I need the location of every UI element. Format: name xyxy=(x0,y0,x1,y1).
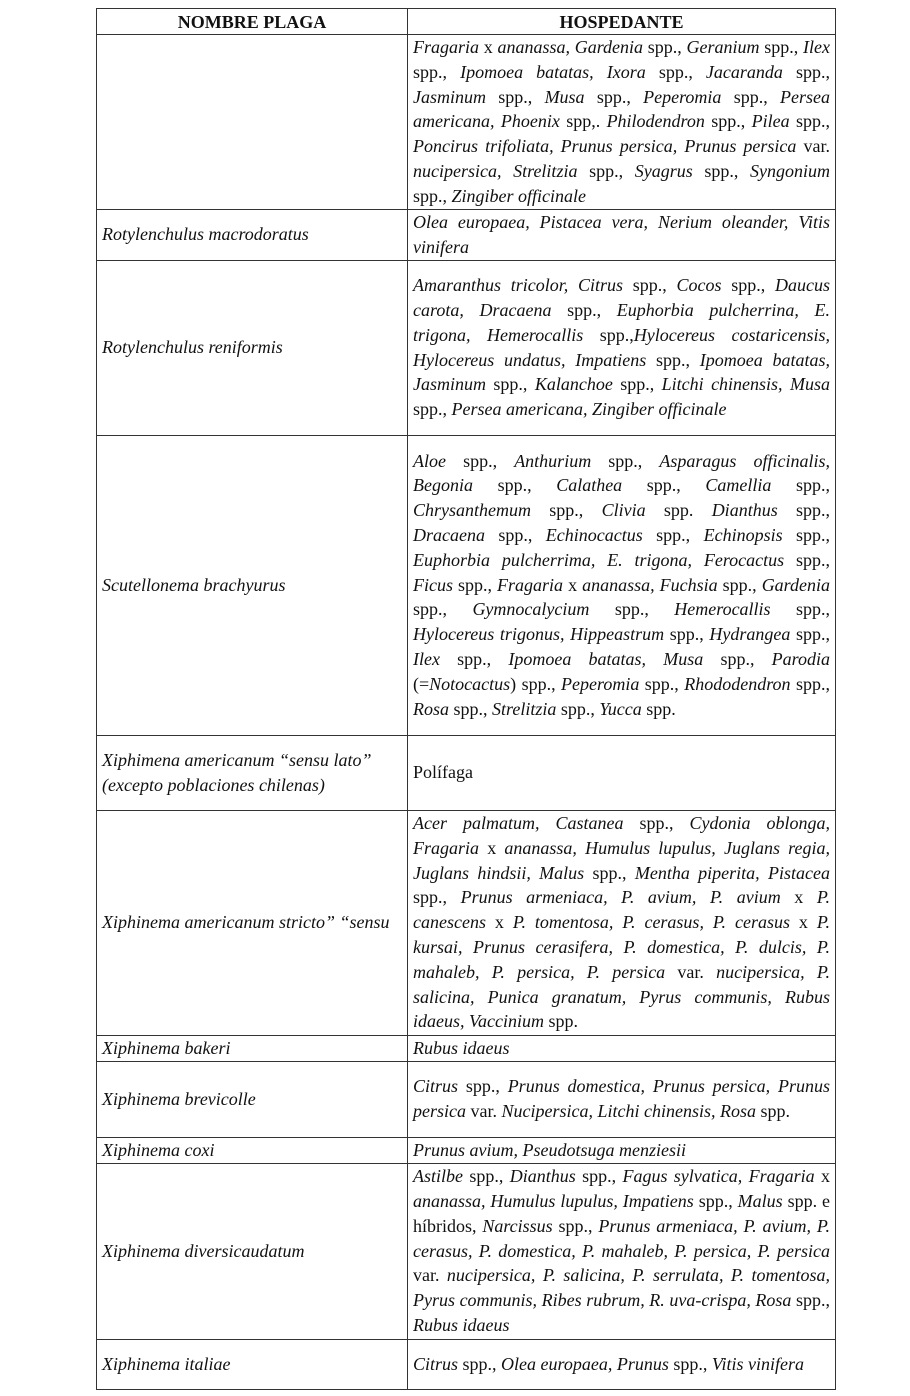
host-text: spp., xyxy=(693,1191,738,1212)
host-text: spp., xyxy=(692,160,750,181)
species-name: Prunus avium, Pseudotsuga menziesii xyxy=(413,1139,686,1160)
host-text: spp., xyxy=(789,111,830,132)
host-list-cell xyxy=(408,1339,836,1389)
species-name: ananassa, Humulus lupulus, Impatiens xyxy=(413,1191,694,1212)
species-name: Vitis vinifera xyxy=(711,1353,805,1374)
host-list-cell xyxy=(408,209,836,260)
host-text: spp. xyxy=(755,1101,790,1122)
host-list-cell xyxy=(408,810,836,1035)
document-page xyxy=(96,8,835,1390)
species-name: Olea europaea, Prunus xyxy=(501,1353,669,1374)
species-name: nucipersica, P. salicina, P. serrulata, P. tomentosa, Pyrus communis, Ribes rubrum, R. uva-crispa, Rosa xyxy=(413,1265,830,1311)
host-text: spp., xyxy=(486,374,535,395)
host-text: spp., xyxy=(759,37,804,57)
host-list-cell xyxy=(408,1137,836,1163)
host-text: x xyxy=(485,912,513,933)
host-text: spp., xyxy=(623,812,690,833)
species-name: Rubus idaeus xyxy=(413,1037,510,1058)
species-name: Prunus persica xyxy=(684,136,797,157)
host-text: (= xyxy=(413,673,430,694)
host-text: x xyxy=(479,837,505,858)
host-text: spp., xyxy=(704,111,752,132)
species-name: Calathea xyxy=(556,475,623,496)
host-text: x xyxy=(780,887,817,908)
pest-name-cell: Xiphinema americanum stricto” “sensu xyxy=(97,810,408,1035)
species-name: Chrysanthemum xyxy=(413,500,531,521)
host-text: spp., xyxy=(556,698,600,719)
host-text: spp., xyxy=(646,349,700,370)
column-header-pest-name: NOMBRE PLAGA xyxy=(97,9,408,35)
pest-name-cell: Xiphimena americanum “sensu lato” (excepto poblaciones chilenas) xyxy=(97,735,408,810)
species-name: Anthurium xyxy=(514,450,592,471)
species-name: Hydrangea xyxy=(709,624,791,645)
host-text: spp., xyxy=(612,374,662,395)
host-text: spp., xyxy=(453,574,498,595)
header-row xyxy=(97,9,836,35)
species-name: Zingiber officinale xyxy=(451,185,587,206)
host-text: spp., xyxy=(577,160,635,181)
species-name: Kalanchoe xyxy=(534,374,613,395)
species-name: Echinopsis xyxy=(703,525,783,546)
host-table xyxy=(96,8,836,1390)
host-text: spp., xyxy=(446,450,515,471)
species-name: Litchi chinensis, Musa xyxy=(661,374,830,395)
host-text: spp., xyxy=(771,475,830,496)
species-name: Ipomoea batatas, Musa xyxy=(508,649,704,670)
host-text: spp., xyxy=(784,549,830,570)
species-name: Peperomia xyxy=(643,86,722,107)
species-name: Echinocactus xyxy=(545,525,643,546)
species-name: ananassa, Fuchsia xyxy=(582,574,718,595)
table-row xyxy=(97,735,836,810)
host-text: x xyxy=(563,574,583,595)
host-text: spp., xyxy=(531,500,602,521)
species-name: Astilbe xyxy=(413,1166,463,1187)
species-name: Acer palmatum, Castanea xyxy=(413,812,624,833)
host-text: spp., xyxy=(790,673,830,694)
host-text: spp., xyxy=(413,185,452,206)
host-text: spp., xyxy=(770,599,830,620)
table-row xyxy=(97,810,836,1035)
species-name: Dianthus xyxy=(509,1166,576,1187)
host-text: spp., xyxy=(777,500,830,521)
host-text: spp., xyxy=(782,61,830,82)
host-text: var. xyxy=(796,136,830,157)
species-name: Geranium xyxy=(686,37,760,57)
species-name: P. canescens xyxy=(413,887,830,933)
species-name: Syngonium xyxy=(749,160,830,181)
species-name: nucipersica, P. salicina, Punica granatum, Pyrus communis, Rubus idaeus, Vaccinium xyxy=(413,961,830,1032)
species-name: Nucipersica, Litchi chinensis, Rosa xyxy=(501,1101,756,1122)
host-text: var. xyxy=(413,1265,447,1286)
species-name: Aloe xyxy=(413,450,446,471)
species-name: Citrus xyxy=(413,1353,459,1374)
species-name: Asparagus officinalis, Begonia xyxy=(413,450,830,496)
species-name: Malus xyxy=(737,1191,783,1212)
species-name: Syagrus xyxy=(634,160,693,181)
column-header-host: HOSPEDANTE xyxy=(408,9,836,35)
species-name: Mentha piperita, Pistacea xyxy=(634,862,830,883)
host-text: x xyxy=(789,912,817,933)
species-name: Camellia xyxy=(705,475,772,496)
species-name: Fragaria xyxy=(497,574,564,595)
host-text: ) spp., xyxy=(510,673,562,694)
host-text: spp., xyxy=(449,698,493,719)
host-text: spp., xyxy=(486,86,545,107)
host-list-cell xyxy=(408,1163,836,1339)
host-list-cell xyxy=(408,1035,836,1061)
species-name: Hemerocallis xyxy=(674,599,771,620)
species-name: Musa xyxy=(544,86,585,107)
pest-name-cell: Rotylenchulus reniformis xyxy=(97,260,408,435)
host-text: spp., xyxy=(717,574,762,595)
species-name: Olea europaea, Pistacea vera, Nerium oleander, Vitis vinifera xyxy=(413,211,830,257)
host-list-cell xyxy=(408,735,836,810)
host-text: spp., xyxy=(413,61,461,82)
host-text: spp. xyxy=(645,500,712,521)
host-list-cell xyxy=(408,435,836,735)
species-name: P. tomentosa, P. cerasus, P. cerasus xyxy=(512,912,790,933)
host-text: spp., xyxy=(584,862,635,883)
host-text: spp. xyxy=(641,698,676,719)
host-text: spp., xyxy=(721,86,780,107)
host-text: spp., xyxy=(439,649,509,670)
host-text: spp., xyxy=(623,275,677,296)
species-name: Pilea xyxy=(751,111,790,132)
species-name: Citrus xyxy=(413,1076,459,1097)
species-name: Euphorbia pulcherrima, E. trigona, Ferocactus xyxy=(413,549,785,570)
table-row xyxy=(97,35,836,210)
host-text: var. xyxy=(466,1101,502,1122)
species-name: Hylocereus trigonus, Hippeastrum xyxy=(413,624,665,645)
species-name: Fragaria xyxy=(413,37,480,57)
pest-name-cell: Xiphinema brevicolle xyxy=(97,1061,408,1137)
host-text: spp., xyxy=(413,599,473,620)
species-name: Ficus xyxy=(413,574,453,595)
table-row xyxy=(97,1137,836,1163)
pest-name-cell: Xiphinema bakeri xyxy=(97,1035,408,1061)
species-name: Dianthus xyxy=(711,500,778,521)
pest-name-cell: Xiphinema coxi xyxy=(97,1137,408,1163)
host-text: spp., xyxy=(668,1353,712,1374)
host-text: spp., xyxy=(458,1353,502,1374)
species-name: Gymnocalycium xyxy=(472,599,590,620)
species-name: Jacaranda xyxy=(705,61,783,82)
species-name: ananassa, Gardenia xyxy=(497,37,644,57)
species-name: Ilex xyxy=(413,649,440,670)
host-text: spp., xyxy=(413,399,452,420)
host-text: var. xyxy=(665,961,717,982)
species-name: Prunus domestica, Prunus persica, Prunus persica xyxy=(413,1076,830,1122)
host-text: spp., xyxy=(458,1076,508,1097)
host-text: spp., xyxy=(721,275,775,296)
host-text: spp., xyxy=(583,324,634,345)
species-name: Rubus idaeus xyxy=(413,1315,510,1336)
host-text: spp., xyxy=(622,475,706,496)
species-name: ananassa, Humulus lupulus, Juglans regia, Juglans hindsii, Malus xyxy=(413,837,831,883)
table-row xyxy=(97,209,836,260)
species-name: Jasminum xyxy=(413,86,486,107)
species-name: Strelitzia xyxy=(492,698,557,719)
pest-name-cell: Rotylenchulus macrodoratus xyxy=(97,209,408,260)
host-text: spp. e híbridos, xyxy=(413,1191,830,1236)
host-text: spp., xyxy=(645,61,706,82)
table-row xyxy=(97,1163,836,1339)
species-name: Notocactus xyxy=(429,673,511,694)
host-text: spp., xyxy=(551,299,617,320)
host-text: spp,. xyxy=(559,111,607,132)
species-name: Ipomoea batatas, Jasminum xyxy=(413,349,830,395)
species-name: Fagus sylvatica, Fragaria xyxy=(622,1166,815,1187)
species-name: Prunus armeniaca, P. avium, P. cerasus, P. domestica, P. mahaleb, P. persica, P. persica xyxy=(413,1215,830,1261)
host-text: spp., xyxy=(664,624,710,645)
species-name: Gardenia xyxy=(761,574,831,595)
host-text: spp., xyxy=(463,1166,510,1187)
species-name: Persea americana, Zingiber officinale xyxy=(451,399,727,420)
species-name: Philodendron xyxy=(606,111,705,132)
table-row xyxy=(97,260,836,435)
species-name: Amaranthus tricolor, Citrus xyxy=(413,275,624,296)
species-name: Rhododendron xyxy=(684,673,791,694)
species-name: Daucus carota, Dracaena xyxy=(413,275,830,320)
pest-name-cell: Scutellonema brachyurus xyxy=(97,435,408,735)
species-name: Euphorbia pulcherrina, E. trigona, Hemerocallis xyxy=(413,299,830,345)
host-text: spp., xyxy=(642,525,704,546)
host-text: spp., xyxy=(591,450,660,471)
table-row xyxy=(97,435,836,735)
host-text: spp., xyxy=(584,86,644,107)
host-text: spp., xyxy=(552,1215,599,1236)
species-name: Persea americana, Phoenix xyxy=(413,86,830,132)
host-text: spp., xyxy=(643,37,687,57)
species-name: Prunus armeniaca, P. avium, P. avium xyxy=(460,887,781,908)
host-text: x xyxy=(814,1166,830,1187)
host-text: spp., xyxy=(589,599,675,620)
host-text: spp., xyxy=(639,673,685,694)
species-name: Parodia xyxy=(771,649,830,670)
pest-name-cell: Xiphinema italiae xyxy=(97,1339,408,1389)
host-list-cell xyxy=(408,35,836,210)
species-name: Peperomia xyxy=(561,673,640,694)
pest-name-cell: Xiphinema diversicaudatum xyxy=(97,1163,408,1339)
host-list-cell xyxy=(408,1061,836,1137)
table-row xyxy=(97,1339,836,1389)
species-name: Cocos xyxy=(676,275,722,296)
table-body xyxy=(97,35,836,1390)
host-text: spp., xyxy=(703,649,772,670)
species-name: Dracaena xyxy=(413,525,485,546)
host-text: spp., xyxy=(790,624,830,645)
species-name: Ipomoea batatas, Ixora xyxy=(460,61,646,82)
host-text: spp., xyxy=(782,525,830,546)
host-text: spp., xyxy=(473,475,557,496)
host-text: x xyxy=(479,37,498,57)
species-name: Poncirus trifoliata, Prunus persica, xyxy=(413,136,685,157)
species-name: Ilex xyxy=(803,37,831,57)
species-name: Yucca xyxy=(599,698,642,719)
species-name: Hylocereus costaricensis, Hylocereus undatus, Impatiens xyxy=(413,324,830,370)
species-name: Clivia xyxy=(601,500,646,521)
host-text: spp., xyxy=(484,525,546,546)
pest-name-cell xyxy=(97,35,408,210)
host-text: Polífaga xyxy=(413,762,473,783)
species-name: nucipersica, Strelitzia xyxy=(413,160,578,181)
table-row xyxy=(97,1035,836,1061)
table-row xyxy=(97,1061,836,1137)
species-name: P. kursai, Prunus cerasifera, P. domestica, P. dulcis, P. mahaleb, P. persica, P. persica xyxy=(413,912,831,982)
species-name: Cydonia oblonga, Fragaria xyxy=(413,812,830,858)
host-text: spp., xyxy=(413,887,461,908)
species-name: Narcissus xyxy=(482,1215,553,1236)
species-name: Rosa xyxy=(413,698,449,719)
host-text: spp., xyxy=(791,1290,831,1311)
host-list-cell xyxy=(408,260,836,435)
host-text: spp. xyxy=(543,1011,578,1032)
host-text: spp., xyxy=(575,1166,623,1187)
